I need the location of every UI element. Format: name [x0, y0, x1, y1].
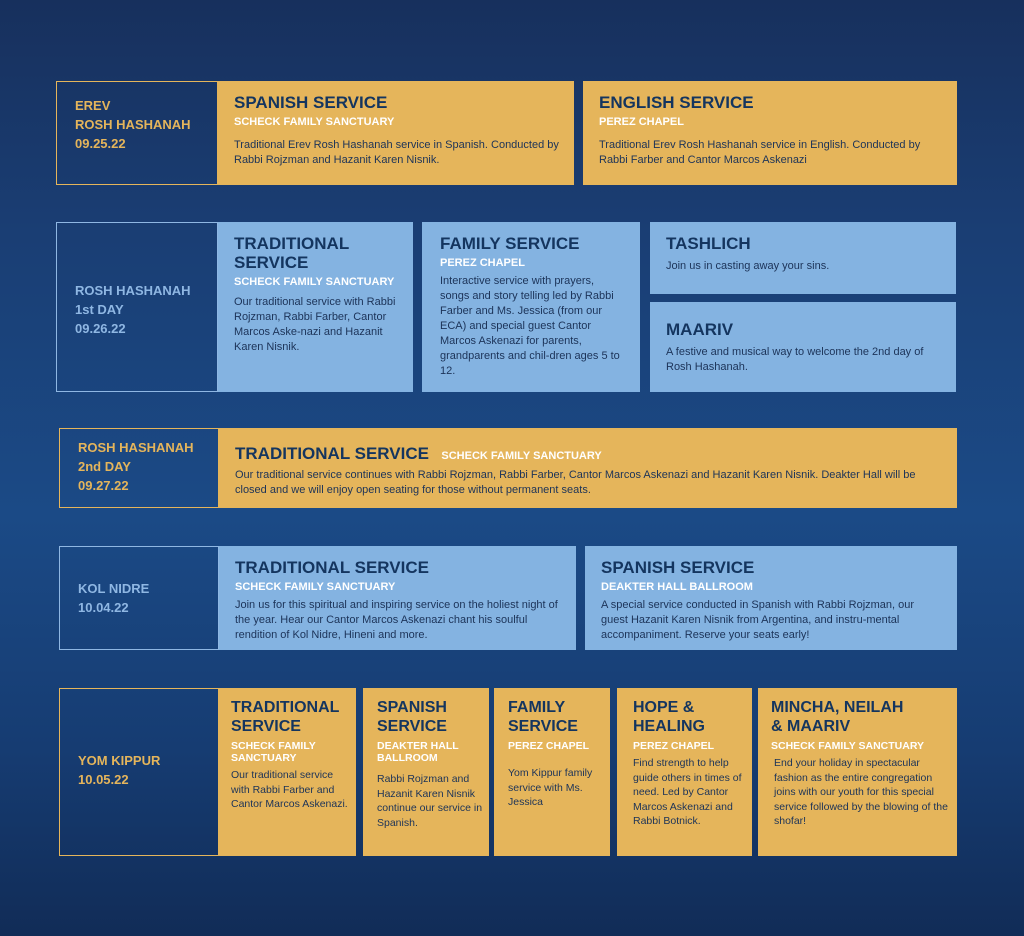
service-title: MAARIV [666, 320, 734, 339]
event-date-box [56, 222, 218, 392]
service-card [218, 222, 413, 392]
service-card [585, 546, 957, 650]
service-title: SPANISH SERVICE [377, 699, 447, 735]
service-card [650, 302, 956, 392]
service-title: ENGLISH SERVICE [599, 93, 754, 112]
service-card [219, 546, 576, 650]
service-title: TRADITIONAL SERVICE [234, 234, 350, 272]
service-card [758, 688, 957, 856]
service-location: DEAKTER HALL BALLROOM [601, 581, 753, 593]
service-card [219, 688, 356, 856]
service-title: SPANISH SERVICE [601, 558, 755, 577]
service-card [617, 688, 752, 856]
service-card [422, 222, 640, 392]
service-description: Find strength to help guide others in times of need. Led by Cantor Marcos Askenazi and Rabbi Botnick. [633, 757, 742, 827]
service-description: Our traditional service continues with Rabbi Rojzman, Rabbi Farber, Cantor Marcos Askenazi and Hazanit Karen Nisnik. Deakter Hall will be closed and we will enjoy open seating for those without permanent seats. [235, 469, 916, 496]
service-description: Join us in casting away your sins. [666, 260, 830, 272]
service-title: FAMILY SERVICE [440, 234, 580, 253]
service-description: Join us for this spiritual and inspiring service on the holiest night of the year. Hear our Cantor Marcos Askenazi chant his soulful rendition of Kol Nidre, Hineni and more. [235, 599, 558, 641]
event-date: ROSH HASHANAH 1st DAY 09.26.22 [75, 283, 191, 336]
service-location: PEREZ CHAPEL [440, 257, 525, 269]
service-location: DEAKTER HALL BALLROOM [377, 740, 459, 764]
service-description: Rabbi Rojzman and Hazanit Karen Nisnik continue our service in Spanish. [377, 773, 483, 829]
service-description: Interactive service with prayers, songs and story telling led by Rabbi Farber and Ms. Jessica (from our ECA) and special guest Cantor Marcos Askenazi for parents, grandparents and chil-dren ages 5 to 12. [440, 275, 620, 377]
service-card [583, 81, 957, 185]
service-card [494, 688, 610, 856]
service-title: TRADITIONAL SERVICE [231, 699, 340, 735]
service-location: SCHECK FAMILY SANCTUARY [771, 740, 925, 752]
service-location: PEREZ CHAPEL [599, 116, 684, 128]
service-location: SCHECK FAMILY SANCTUARY [234, 276, 395, 288]
event-date-box [59, 546, 219, 650]
service-description: End your holiday in spectacular fashion as the entire congregation joins with our youth for this special service followed by the blowing of the shofar! [774, 757, 948, 827]
service-title: MINCHA, NEILAH & MAARIV [771, 699, 904, 735]
service-card [218, 81, 574, 185]
service-description: Traditional Erev Rosh Hashanah service in Spanish. Conducted by Rabbi Rojzman and Hazanit Karen Nisnik. [234, 139, 559, 166]
event-date: EREV ROSH HASHANAH 09.25.22 [75, 98, 191, 151]
service-location: SCHECK FAMILY SANCTUARY [441, 450, 602, 462]
event-date-box [56, 81, 218, 185]
service-description: Yom Kippur family service with Ms. Jessica [508, 767, 593, 808]
event-date-box [59, 688, 219, 856]
service-title: TRADITIONAL SERVICE [235, 558, 429, 577]
service-description: A special service conducted in Spanish with Rabbi Rojzman, our guest Hazanit Karen Nisnik from Argentina, and instru-mental accompaniment. Reserve your seats early! [601, 599, 915, 641]
service-description: Traditional Erev Rosh Hashanah service in English. Conducted by Rabbi Farber and Cantor Marcos Askenazi [599, 139, 921, 166]
service-description: Our traditional service with Rabbi Farber and Cantor Marcos Askenazi. [231, 769, 348, 810]
event-date: YOM KIPPUR 10.05.22 [78, 753, 161, 787]
service-location: SCHECK FAMILY SANCTUARY [231, 740, 316, 764]
service-card [219, 428, 957, 508]
service-title: FAMILY SERVICE [508, 699, 578, 735]
service-location: PEREZ CHAPEL [508, 740, 590, 752]
event-date-box [59, 428, 219, 508]
service-title: TASHLICH [666, 234, 751, 253]
service-card [363, 688, 489, 856]
service-card [650, 222, 956, 294]
service-location: SCHECK FAMILY SANCTUARY [234, 116, 395, 128]
service-location: SCHECK FAMILY SANCTUARY [235, 581, 396, 593]
service-title: SPANISH SERVICE [234, 93, 388, 112]
service-description: A festive and musical way to welcome the 2nd day of Rosh Hashanah. [666, 346, 924, 373]
event-date: KOL NIDRE 10.04.22 [78, 581, 150, 615]
service-title: TRADITIONAL SERVICE [235, 444, 429, 463]
event-date: ROSH HASHANAH 2nd DAY 09.27.22 [78, 440, 194, 493]
service-location: PEREZ CHAPEL [633, 740, 715, 752]
service-description: Our traditional service with Rabbi Rojzman, Rabbi Farber, Cantor Marcos Aske-nazi and Hazanit Karen Nisnik. [234, 296, 396, 353]
service-title: HOPE & HEALING [633, 699, 705, 735]
